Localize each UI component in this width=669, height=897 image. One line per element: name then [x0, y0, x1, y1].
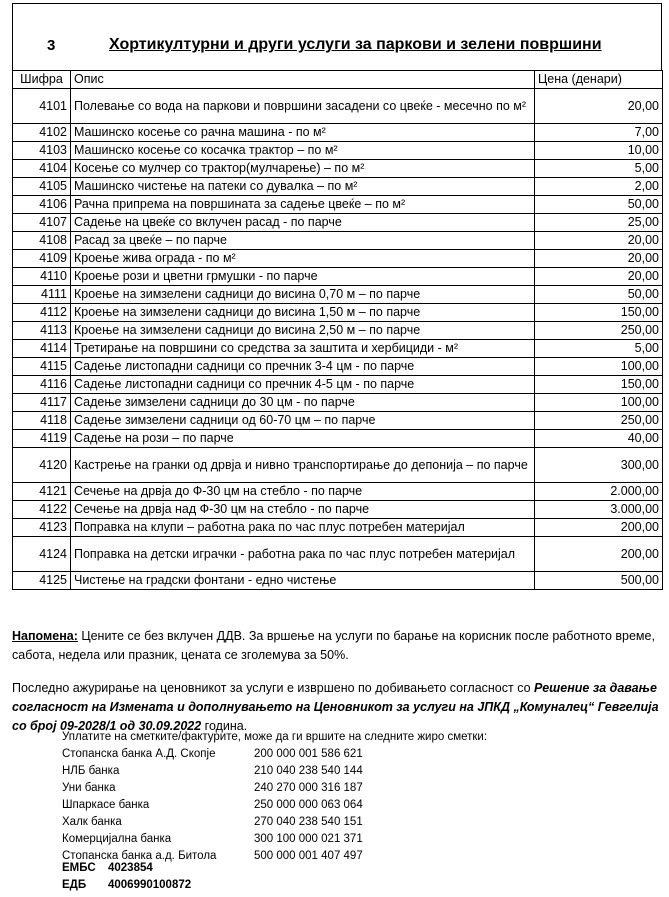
- section-number: 3: [47, 37, 56, 54]
- row-code: 4115: [13, 358, 71, 376]
- row-price: 20,00: [535, 89, 663, 124]
- bank-account: 210 040 238 540 144: [254, 765, 363, 777]
- row-price: 250,00: [535, 322, 663, 340]
- table-row: [13, 160, 663, 178]
- row-price: 25,00: [535, 214, 663, 232]
- row-code: 4103: [13, 142, 71, 160]
- header-price: Цена (денари): [535, 71, 663, 89]
- table-row: [13, 268, 663, 286]
- row-price: 500,00: [535, 572, 663, 590]
- bank-name: Уни банка: [62, 782, 116, 794]
- row-description: Машинско чистење на патеки со дувалка – по м²: [71, 178, 535, 196]
- update-paragraph: [12, 679, 664, 736]
- row-description: Полевање со вода на паркови и површини засадени со цвеќе - месечно по м²: [71, 89, 535, 124]
- row-description: Поправка на клупи – работна рака по час плус потребен материјал: [71, 519, 535, 537]
- row-code: 4117: [13, 394, 71, 412]
- bank-row: [62, 782, 363, 799]
- edb-row: [62, 879, 191, 896]
- row-code: 4104: [13, 160, 71, 178]
- row-description: Косење со мулчер со трактор(мулчарење) – по м²: [71, 160, 535, 178]
- section-header: [12, 3, 662, 70]
- row-code: 4101: [13, 89, 71, 124]
- bank-row: [62, 816, 363, 833]
- row-description: Третирање на површини со средства за заштита и хербициди - м²: [71, 340, 535, 358]
- row-description: Кроење на зимзелени садници до висина 2,50 м – по парче: [71, 322, 535, 340]
- header-description: Опис: [71, 71, 535, 89]
- table-row: [13, 537, 663, 572]
- table-row: [13, 250, 663, 268]
- row-price: 50,00: [535, 286, 663, 304]
- table-row: [13, 232, 663, 250]
- row-description: Садење листопадни садници со пречник 3-4 цм - по парче: [71, 358, 535, 376]
- row-description: Машинско косење со рачна машина - по м²: [71, 124, 535, 142]
- table-body: [13, 89, 663, 590]
- bank-account: 200 000 001 586 621: [254, 748, 363, 760]
- row-description: Садење зимзелени садници од 60-70 цм – по парче: [71, 412, 535, 430]
- bank-row: [62, 799, 363, 816]
- table-row: [13, 196, 663, 214]
- bank-row: [62, 748, 363, 765]
- row-price: 5,00: [535, 160, 663, 178]
- header-code: Шифра: [13, 71, 71, 89]
- row-code: 4113: [13, 322, 71, 340]
- edb-label: ЕДБ: [62, 879, 87, 891]
- row-code: 4124: [13, 537, 71, 572]
- bank-name: Шпаркасе банка: [62, 799, 150, 811]
- table-row: [13, 322, 663, 340]
- table-row: [13, 412, 663, 430]
- row-code: 4109: [13, 250, 71, 268]
- note-paragraph: [12, 627, 664, 665]
- bank-name: НЛБ банка: [62, 765, 120, 777]
- company-ids: [62, 862, 191, 896]
- row-description: Кроење на зимзелени садници до висина 1,50 м – по парче: [71, 304, 535, 322]
- row-code: 4107: [13, 214, 71, 232]
- bank-name: Халк банка: [62, 816, 122, 828]
- row-price: 200,00: [535, 537, 663, 572]
- row-code: 4118: [13, 412, 71, 430]
- table-header-row: [13, 71, 663, 89]
- bank-accounts-list: [62, 748, 363, 867]
- bank-name: Комерцијална банка: [62, 833, 172, 845]
- table-row: [13, 448, 663, 483]
- payment-intro: Уплатите на сметките/фактурите, може да ги вршите на следните жиро сметки:: [62, 731, 488, 743]
- table-row: [13, 376, 663, 394]
- row-price: 5,00: [535, 340, 663, 358]
- row-price: 20,00: [535, 250, 663, 268]
- row-code: 4114: [13, 340, 71, 358]
- row-price: 150,00: [535, 376, 663, 394]
- row-price: 2,00: [535, 178, 663, 196]
- update-text-after: година.: [201, 719, 248, 733]
- row-code: 4120: [13, 448, 71, 483]
- row-price: 7,00: [535, 124, 663, 142]
- bank-row: [62, 833, 363, 850]
- row-description: Рачна припрема на површината за садење цвеќе – по м²: [71, 196, 535, 214]
- table-row: [13, 501, 663, 519]
- row-description: Садење листопадни садници со пречник 4-5 цм - по парче: [71, 376, 535, 394]
- row-description: Кроење на зимзелени садници до висина 0,70 м – по парче: [71, 286, 535, 304]
- table-row: [13, 483, 663, 501]
- row-price: 40,00: [535, 430, 663, 448]
- update-text-before: Последно ажурирање на ценовникот за услуги е извршено по добивањето согласност со: [12, 681, 535, 695]
- bank-account: 240 270 000 316 187: [254, 782, 363, 794]
- row-price: 150,00: [535, 304, 663, 322]
- row-price: 10,00: [535, 142, 663, 160]
- table-row: [13, 394, 663, 412]
- bank-name: Стопанска банка А.Д. Скопје: [62, 748, 216, 760]
- table-row: [13, 430, 663, 448]
- row-price: 100,00: [535, 394, 663, 412]
- note-label: Напомена:: [12, 629, 78, 643]
- row-code: 4102: [13, 124, 71, 142]
- note-text: Цените се без вклучен ДДВ. За вршење на услуги по барање на корисник после работното време, сабота, недела или празник, цената се зголемува за 50%.: [12, 629, 655, 662]
- table-row: [13, 340, 663, 358]
- decision-reference: Решение за давање согласност на Измената и дополнувањето на Ценовникот за услуги на ЈПКД „Комуналец“ Гевгелија со број 09-2028/1 од 30.09.2022: [12, 681, 659, 733]
- row-price: 3.000,00: [535, 501, 663, 519]
- section-title: Хортикултурни и други услуги за паркови и зелени површини: [109, 36, 602, 53]
- row-code: 4122: [13, 501, 71, 519]
- row-code: 4105: [13, 178, 71, 196]
- table-row: [13, 214, 663, 232]
- row-description: Садење на рози – по парче: [71, 430, 535, 448]
- bank-account: 270 040 238 540 151: [254, 816, 363, 828]
- row-description: Машинско косење со косачка трактор – по м²: [71, 142, 535, 160]
- row-price: 50,00: [535, 196, 663, 214]
- bank-account: 250 000 000 063 064: [254, 799, 363, 811]
- row-description: Кроење жива ограда - по м²: [71, 250, 535, 268]
- table-row: [13, 572, 663, 590]
- embs-value: 4023854: [108, 862, 153, 874]
- row-description: Садење зимзелени садници до 30 цм - по парче: [71, 394, 535, 412]
- row-code: 4123: [13, 519, 71, 537]
- row-code: 4110: [13, 268, 71, 286]
- edb-value: 4006990100872: [108, 879, 192, 891]
- row-price: 2.000,00: [535, 483, 663, 501]
- price-table: [12, 70, 663, 590]
- row-description: Расад за цвеќе – по парче: [71, 232, 535, 250]
- row-description: Сечење на дрвја над Ф-30 цм на стебло - по парче: [71, 501, 535, 519]
- row-price: 250,00: [535, 412, 663, 430]
- row-description: Сечење на дрвја до Ф-30 цм на стебло - по парче: [71, 483, 535, 501]
- row-description: Поправка на детски игрaчки - работна рака по час плус потребен материјал: [71, 537, 535, 572]
- row-code: 4119: [13, 430, 71, 448]
- table-row: [13, 304, 663, 322]
- bank-row: [62, 765, 363, 782]
- row-code: 4125: [13, 572, 71, 590]
- row-description: Кроење рози и цветни грмушки - по парче: [71, 268, 535, 286]
- row-description: Садење на цвеќе со вклучен расад - по парче: [71, 214, 535, 232]
- row-code: 4116: [13, 376, 71, 394]
- table-row: [13, 358, 663, 376]
- row-code: 4121: [13, 483, 71, 501]
- row-price: 100,00: [535, 358, 663, 376]
- row-price: 300,00: [535, 448, 663, 483]
- row-price: 20,00: [535, 232, 663, 250]
- table-row: [13, 89, 663, 124]
- embs-label: ЕМБС: [62, 862, 96, 874]
- row-price: 200,00: [535, 519, 663, 537]
- row-code: 4106: [13, 196, 71, 214]
- embs-row: [62, 862, 191, 879]
- row-code: 4112: [13, 304, 71, 322]
- row-description: Чистење на градски фонтани - едно чистење: [71, 572, 535, 590]
- table-row: [13, 178, 663, 196]
- bank-account: 500 000 001 407 497: [254, 850, 363, 862]
- row-code: 4111: [13, 286, 71, 304]
- bank-name: Стопанска банка а.д. Битола: [62, 850, 217, 862]
- table-row: [13, 124, 663, 142]
- bank-account: 300 100 000 021 371: [254, 833, 363, 845]
- table-row: [13, 286, 663, 304]
- table-row: [13, 142, 663, 160]
- row-code: 4108: [13, 232, 71, 250]
- table-row: [13, 519, 663, 537]
- row-description: Кастрење на гранки од дрвја и нивно транспортирање до депонија – по парче: [71, 448, 535, 483]
- row-price: 20,00: [535, 268, 663, 286]
